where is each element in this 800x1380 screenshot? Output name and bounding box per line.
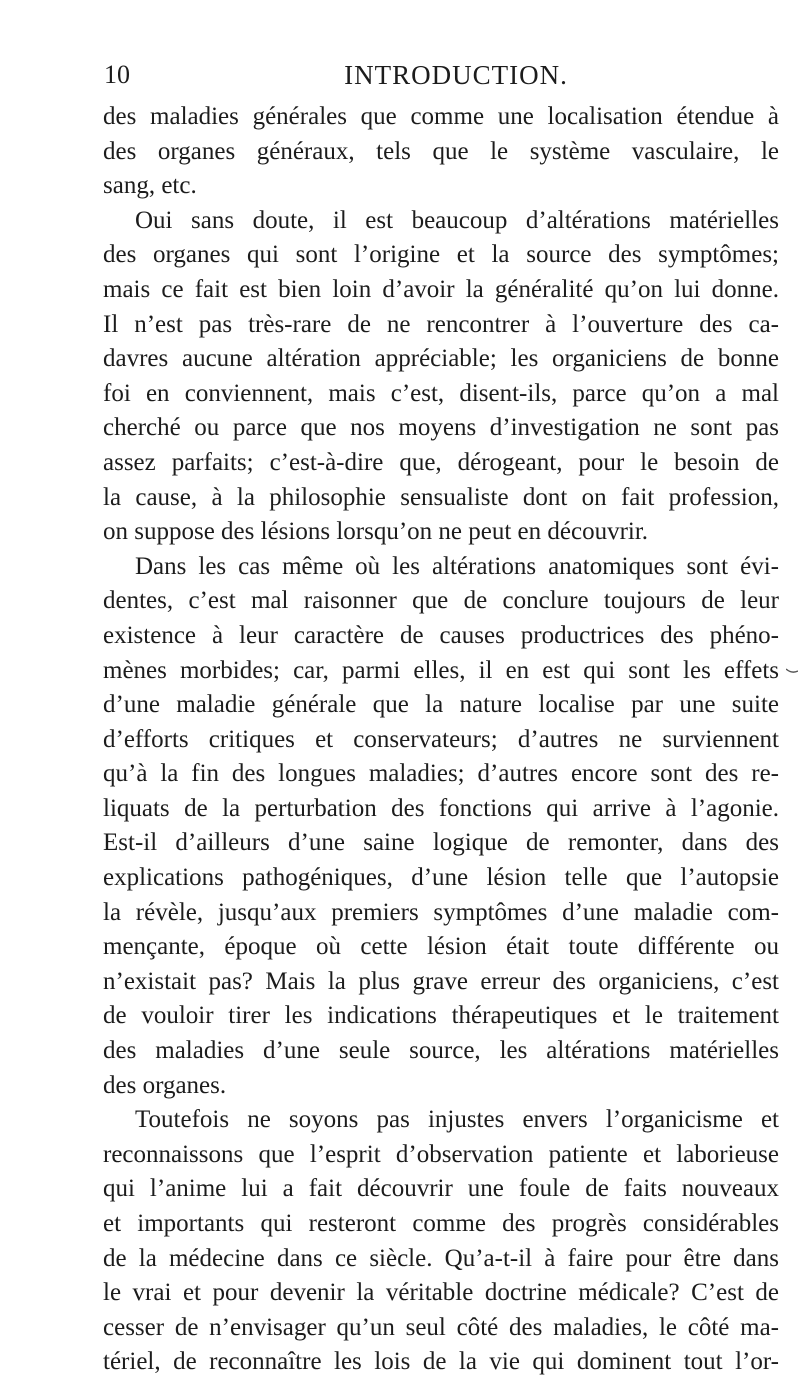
text-line: cherché ou parce que nos moyens d’investigation ne sont pas (103, 414, 779, 442)
text-line: davres aucune altération appréciable; les organiciens de bonne (103, 345, 779, 373)
text-line: assez parfaits; c’est-à-dire que, dérogeant, pour le besoin de (103, 448, 779, 476)
text-line: des maladies d’une seule source, les altérations matérielles (103, 1037, 779, 1065)
text-line: reconnaissons que l’esprit d’observation patiente et laborieuse (103, 1140, 779, 1168)
text-line: des organes généraux, tels que le système vasculaire, le (103, 137, 779, 165)
text-line: tériel, de reconnaître les lois de la vie qui dominent tout l’or- (103, 1348, 779, 1376)
text-line: sang, etc. (103, 172, 197, 200)
text-line: mènes morbides; car, parmi elles, il en est qui sont les effets (103, 656, 779, 684)
text-line: on suppose des lésions lorsqu’on ne peut en découvrir. (103, 518, 649, 546)
text-line: liquats de la perturbation des fonctions qui arrive à l’agonie. (103, 794, 779, 822)
margin-mark-icon (786, 668, 798, 674)
text-line: explications pathogéniques, d’une lésion telle que l’autopsie (103, 864, 779, 892)
text-line: existence à leur caractère de causes productrices des phéno- (103, 621, 779, 649)
text-line: qui l’anime lui a fait découvrir une foule de faits nouveaux (103, 1175, 779, 1203)
text-line: mençante, époque où cette lésion était toute différente ou (103, 933, 779, 961)
text-line: cesser de n’envisager qu’un seul côté des maladies, le côté ma- (103, 1313, 779, 1341)
running-head (104, 58, 778, 92)
paragraph-start-line: Toutefois ne soyons pas injustes envers l’organicisme et (135, 1106, 779, 1134)
text-line: dentes, c’est mal raisonner que de conclure toujours de leur (103, 587, 779, 615)
text-line: la cause, à la philosophie sensualiste dont on fait profession, (103, 483, 779, 511)
text-line: mais ce fait est bien loin d’avoir la généralité qu’on lui donne. (103, 275, 779, 303)
text-line: des maladies générales que comme une localisation étendue à (103, 103, 779, 130)
text-line: la révèle, jusqu’aux premiers symptômes d’une maladie com- (103, 898, 779, 926)
running-title: INTRODUCTION. (344, 60, 568, 90)
text-line: foi en conviennent, mais c’est, disent-ils, parce qu’on a mal (103, 379, 779, 407)
text-line: et importants qui resteront comme des progrès considérables (103, 1210, 779, 1237)
paragraph-start-line: Oui sans doute, il est beaucoup d’altérations matérielles (135, 206, 779, 234)
text-line: d’une maladie générale que la nature localise par une suite (103, 691, 779, 719)
text-line: de la médecine dans ce siècle. Qu’a-t-il à faire pour être dans (103, 1244, 779, 1272)
body-text (103, 100, 779, 1380)
text-line: des organes. (103, 1071, 227, 1099)
text-line: n’existait pas? Mais la plus grave erreur des organiciens, c’est (103, 967, 779, 995)
page-number: 10 (104, 60, 130, 89)
text-line: des organes qui sont l’origine et la source des symptômes; (103, 241, 779, 269)
text-line: le vrai et pour devenir la véritable doctrine médicale? C’est de (103, 1279, 779, 1307)
text-line: d’efforts critiques et conservateurs; d’autres ne surviennent (103, 725, 779, 753)
text-line: qu’à la fin des longues maladies; d’autres encore sont des re- (103, 760, 779, 788)
text-line: Est-il d’ailleurs d’une saine logique de remonter, dans des (103, 829, 779, 857)
text-line: de vouloir tirer les indications thérapeutiques et le traitement (103, 1002, 779, 1030)
paragraph-start-line: Dans les cas même où les altérations anatomiques sont évi- (135, 552, 779, 580)
text-line: Il n’est pas très-rare de ne rencontrer à l’ouverture des ca- (103, 310, 779, 338)
